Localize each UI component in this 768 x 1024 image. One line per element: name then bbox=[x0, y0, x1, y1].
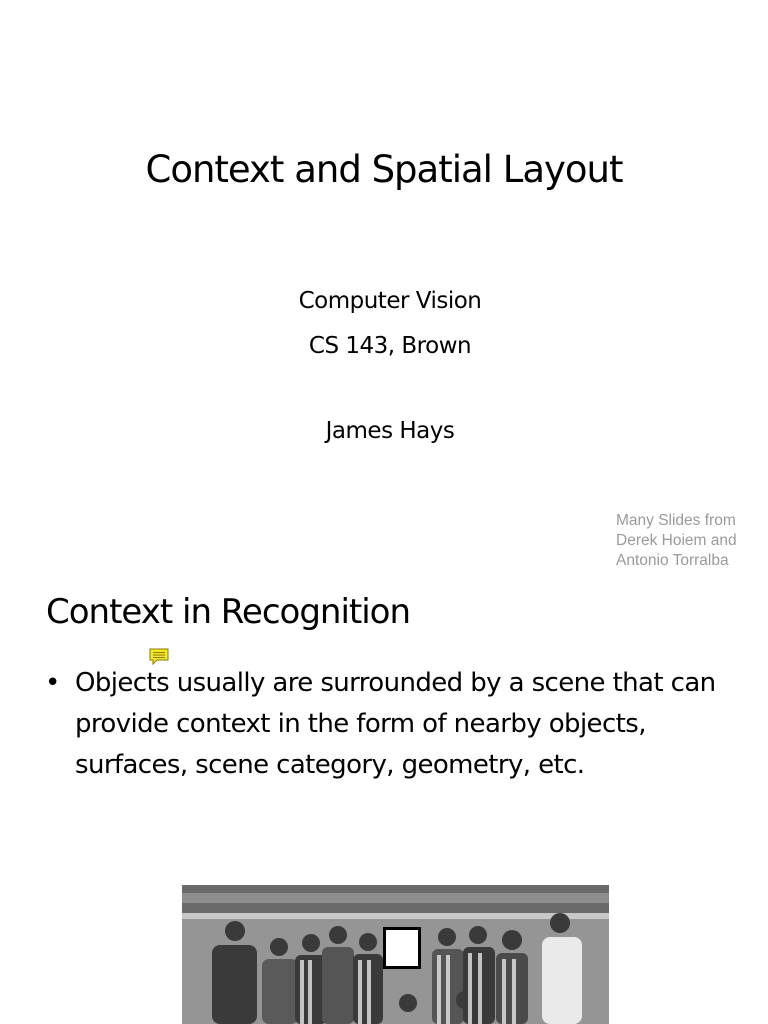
credit-line: Many Slides from bbox=[616, 512, 736, 529]
credit-line: Antonio Torralba bbox=[616, 552, 729, 569]
bullet-list bbox=[45, 663, 745, 786]
slide-title: Context and Spatial Layout bbox=[145, 148, 623, 191]
list-item bbox=[45, 663, 745, 786]
course-name: Computer Vision bbox=[298, 288, 482, 314]
credit-note bbox=[616, 511, 766, 571]
masked-region-box bbox=[383, 927, 421, 969]
slide-2 bbox=[0, 585, 768, 1024]
author-name: James Hays bbox=[325, 418, 455, 444]
slide-title: Context in Recognition bbox=[46, 592, 411, 632]
team-photo bbox=[182, 885, 609, 1024]
bullet-text: Objects usually are surrounded by a scene that can provide context in the form of nearby objects, surfaces, scene category, geometry, etc. bbox=[75, 668, 716, 780]
course-number: CS 143, Brown bbox=[308, 333, 472, 359]
bullet-marker: • bbox=[45, 668, 60, 698]
credit-line: Derek Hoiem and bbox=[616, 532, 737, 549]
